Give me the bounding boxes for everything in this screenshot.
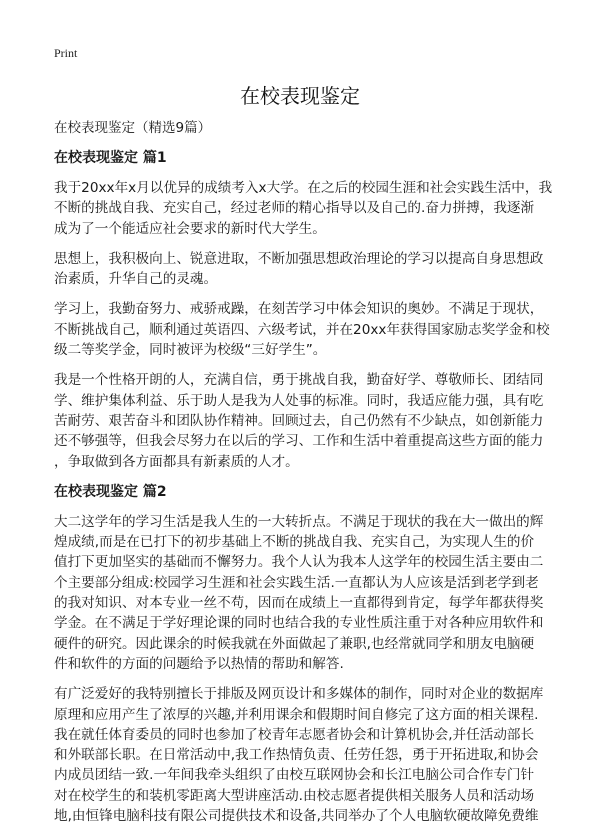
paragraph-line: 级二等奖学金，同时被评为校级“三好学生”。 [54, 342, 327, 359]
page-title: 在校表现鉴定 [240, 84, 360, 108]
paragraph-line: 成为了一个能适应社会要求的新时代大学生。 [54, 220, 326, 237]
paragraph-line: ，争取做到各方面都具有新素质的人才。 [54, 453, 299, 470]
paragraph-line: 有广泛爱好的我特别擅长于排版及网页设计和多媒体的制作，同时对企业的数据库 [54, 686, 544, 703]
paragraph-line: 的我对知识、对本专业一丝不苟，因而在成绩上一直都得到肯定，每学年都获得奖 [54, 595, 544, 612]
paragraph [54, 249, 546, 290]
paragraph-line: 对在校学生的和装机零距离大型讲座活动.由校志愿者提供相关服务人员和活动场 [54, 787, 535, 804]
paragraph-line: 件和软件的方面的问题给予以热情的帮助和解答. [54, 655, 344, 672]
paragraph-line: 大二这学年的学习生活是我人生的一大转折点。不满足于现状的我在大一做出的辉 [54, 513, 544, 530]
paragraph-line: 苦耐劳、艰苦奋斗和团队协作精神。回顾过去，自己仍然有不少缺点，如创新能力 [54, 412, 544, 429]
paragraph-line: 学金。在不满足于学好理论课的同时也结合我的专业性质注重于对各种应用软件和 [54, 615, 544, 632]
paragraph-line: 学、维护集体利益、乐于助人是我为人处事的标准。同时，我适应能力强，具有吃 [54, 392, 544, 409]
paragraph-line: 治素质，升华自己的灵魂。 [54, 271, 218, 288]
paragraph-line: 还不够强等，但我会尽努力在以后的学习、工作和生活中着重提高这些方面的能力 [54, 433, 544, 450]
section-heading: 在校表现鉴定 篇1 [54, 150, 167, 166]
paragraph-line: 个主要部分组成:校园学习生涯和社会实践生活.一直都认为人应该是活到老学到老 [54, 574, 539, 591]
paragraph-line: 我是一个性格开朗的人，充满自信，勇于挑战自我，勤奋好学、尊敬师长、团结同 [54, 372, 544, 389]
document-subtitle: 在校表现鉴定（精选9篇） [54, 120, 212, 136]
paragraph-line: 原理和应用产生了浓厚的兴趣,并利用课余和假期时间自修完了这方面的相关课程. [54, 706, 539, 723]
paragraph-line: 和外联部长职。在日常活动中,我工作热情负责、任劳任怨，勇于开拓进取,和协会 [54, 747, 539, 764]
paragraph-line: 煌成绩,而是在已打下的初步基础上不断的挑战自我、充实自己，为实现人生的价 [54, 534, 535, 551]
paragraph-line: 不断的挑战自我、充实自己，经过老师的精心指导以及自己的.奋力拼搏，我逐渐 [54, 200, 535, 217]
paragraph-line: 我于20xx年x月以优异的成绩考入x大学。在之后的校园生涯和社会实践生活中，我 [54, 180, 553, 196]
paragraph [54, 684, 546, 826]
document-body [54, 118, 553, 836]
print-link[interactable]: Print [54, 46, 78, 60]
paragraph [54, 299, 550, 360]
paragraph-line: 思想上，我积极向上、锐意进取，不断加强思想政治理论的学习以提高自身思想政 [54, 250, 544, 267]
section-heading: 在校表现鉴定 篇2 [54, 483, 167, 500]
paragraph-line: 硬件的研究。因此课余的时候我就在外面做起了兼职,也经常就同学和朋友电脑硬 [54, 635, 535, 652]
paragraph-line: 不断挑战自己，顺利通过英语四、六级考试，并在20xx年获得国家励志奖学金和校 [54, 321, 550, 338]
paragraph-line: 内成员团结一致.一年间我牵头组织了由校互联网协会和长江电脑公司合作专门针 [54, 767, 535, 784]
paragraph-line: 地,由恒锋电脑科技有限公司提供技术和设备,共同举办了个人电脑软硬故障免费维 [54, 808, 539, 825]
paragraph-line: 我在就任体育委员的同时也参加了校青年志愿者协会和计算机协会,并任活动部长 [54, 726, 535, 743]
paragraph [54, 512, 546, 674]
paragraph [54, 178, 553, 239]
paragraph-line: 学习上，我勤奋努力、戒骄戒躁，在刻苦学习中体会知识的奥妙。不满足于现状， [54, 301, 544, 318]
paragraph-line: 值打下更加坚实的基础而不懈努力。我个人认为我本人这学年的校园生活主要由二 [54, 554, 544, 571]
paragraph [54, 370, 546, 471]
